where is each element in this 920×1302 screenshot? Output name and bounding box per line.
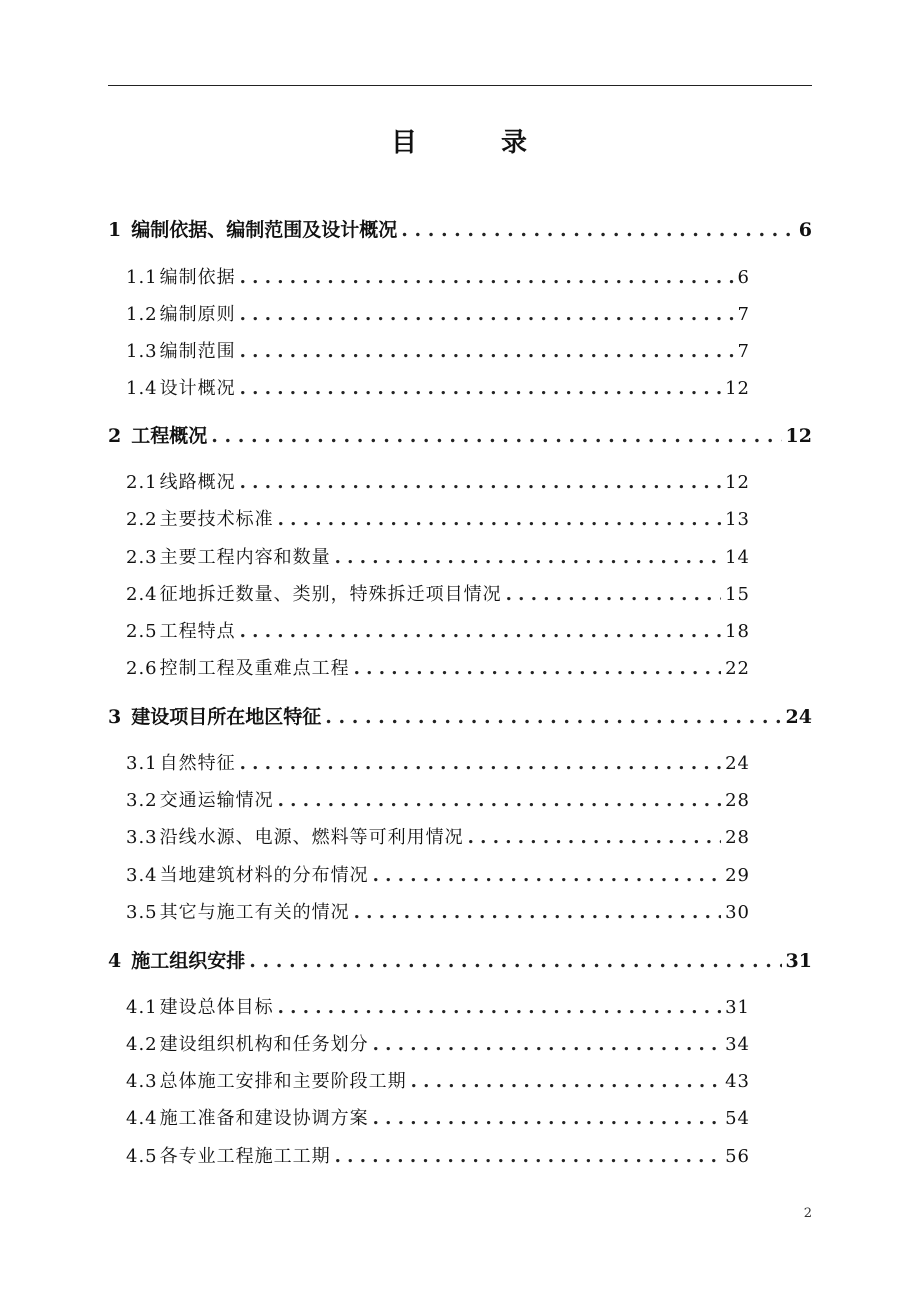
toc-dot-leader — [335, 1142, 721, 1172]
toc-dot-leader — [240, 337, 734, 367]
toc-dot-leader — [506, 580, 721, 610]
toc-entry-label: 施工准备和建设协调方案 — [159, 1108, 369, 1129]
toc-entry[interactable] — [126, 823, 750, 853]
toc-entry-page: 34 — [725, 1034, 750, 1055]
toc-dot-leader — [354, 898, 721, 928]
toc-entry-label: 征地拆迁数量、类别，特殊拆迁项目情况 — [159, 584, 502, 605]
toc-entry-number: 2.5 — [126, 621, 158, 642]
toc-entry-label: 建设组织机构和任务划分 — [159, 1034, 369, 1055]
toc-entry[interactable] — [126, 1067, 750, 1097]
toc-dot-leader — [211, 421, 781, 451]
toc-dot-leader — [240, 300, 734, 330]
toc-entry-page: 12 — [725, 378, 750, 399]
toc-dot-leader — [240, 468, 721, 498]
toc-entry[interactable] — [126, 300, 750, 330]
toc-entry-number: 1 — [108, 219, 122, 241]
toc-entry-page: 54 — [725, 1108, 750, 1129]
toc-entry-number: 2 — [108, 425, 122, 447]
toc-entry-label: 施工组织安排 — [131, 950, 246, 972]
toc-entry[interactable] — [126, 1104, 750, 1134]
toc-entry-label: 当地建筑材料的分布情况 — [159, 865, 369, 886]
toc-entry-page: 31 — [725, 997, 750, 1018]
toc-entry[interactable] — [126, 786, 750, 816]
toc-dot-leader — [278, 505, 721, 535]
toc-entry-label: 交通运输情况 — [159, 790, 274, 811]
toc-entry-label: 总体施工安排和主要阶段工期 — [159, 1071, 407, 1092]
toc-dot-leader — [240, 617, 721, 647]
toc-dot-leader — [240, 374, 721, 404]
toc-entry-page: 18 — [725, 621, 750, 642]
toc-dot-leader — [401, 215, 795, 245]
toc-entry-number: 2.1 — [126, 472, 158, 493]
toc-entry-page: 31 — [785, 950, 812, 972]
toc-entry-page: 43 — [725, 1071, 750, 1092]
toc-entry[interactable] — [126, 580, 750, 610]
toc-entry[interactable] — [126, 1142, 750, 1172]
toc-entry-number: 1.2 — [126, 304, 158, 325]
toc-entry-number: 4.1 — [126, 997, 158, 1018]
toc-entry-page: 7 — [737, 304, 750, 325]
toc-entry[interactable] — [126, 993, 750, 1023]
toc-entry-number: 2.6 — [126, 658, 158, 679]
toc-entry-number: 4 — [108, 950, 122, 972]
toc-dot-leader — [278, 786, 721, 816]
toc-entry-label: 各专业工程施工工期 — [159, 1146, 331, 1167]
toc-entry[interactable] — [126, 543, 750, 573]
toc-entry-page: 7 — [737, 341, 750, 362]
toc-entry-page: 15 — [725, 584, 750, 605]
toc-entry[interactable] — [126, 374, 750, 404]
toc-entry-page: 6 — [798, 219, 812, 241]
toc-entry-label: 编制范围 — [159, 341, 236, 362]
toc-entry-number: 2.2 — [126, 509, 158, 530]
toc-entry-page: 28 — [725, 790, 750, 811]
toc-entry-page: 12 — [785, 425, 812, 447]
toc-entry[interactable] — [126, 654, 750, 684]
toc-entry-number: 3.3 — [126, 827, 158, 848]
toc-entry-page: 29 — [725, 865, 750, 886]
toc-entry[interactable] — [126, 898, 750, 928]
toc-dot-leader — [240, 263, 734, 293]
toc-entry-number: 3.5 — [126, 902, 158, 923]
toc-entry[interactable] — [108, 946, 812, 976]
toc-entry[interactable] — [126, 468, 750, 498]
toc-dot-leader — [468, 823, 721, 853]
toc-entry[interactable] — [108, 421, 812, 451]
toc-entry[interactable] — [126, 617, 750, 647]
toc-entry[interactable] — [126, 1030, 750, 1060]
toc-entry-number: 2.4 — [126, 584, 158, 605]
toc-entry-number: 2.3 — [126, 547, 158, 568]
toc-entry-page: 12 — [725, 472, 750, 493]
toc-entry-label: 工程特点 — [159, 621, 236, 642]
page-number: 2 — [803, 1206, 812, 1221]
toc-entry-number: 4.5 — [126, 1146, 158, 1167]
toc-entry-number: 1.1 — [126, 267, 158, 288]
toc-dot-leader — [325, 702, 781, 732]
toc-entry-number: 3 — [108, 706, 122, 728]
toc-dot-leader — [354, 654, 721, 684]
toc-dot-leader — [373, 1030, 721, 1060]
toc-entry-label: 编制依据、编制范围及设计概况 — [131, 219, 398, 241]
toc-entry[interactable] — [126, 861, 750, 891]
toc-entry-page: 13 — [725, 509, 750, 530]
toc-entry[interactable] — [126, 263, 750, 293]
toc-entry-page: 14 — [725, 547, 750, 568]
toc-entry-label: 沿线水源、电源、燃料等可利用情况 — [159, 827, 464, 848]
toc-entry[interactable] — [108, 702, 812, 732]
toc-entry-page: 22 — [725, 658, 750, 679]
toc-entry[interactable] — [126, 749, 750, 779]
toc-entry-number: 4.4 — [126, 1108, 158, 1129]
title-char-1: 目 — [390, 128, 419, 158]
toc-dot-leader — [373, 1104, 721, 1134]
toc-entry-label: 建设项目所在地区特征 — [131, 706, 322, 728]
toc-entry-page: 24 — [785, 706, 812, 728]
toc-entry-label: 编制依据 — [159, 267, 236, 288]
toc-entry-label: 编制原则 — [159, 304, 236, 325]
toc-dot-leader — [411, 1067, 721, 1097]
toc-dot-leader — [249, 946, 781, 976]
toc-entry-label: 设计概况 — [159, 378, 236, 399]
toc-entry-label: 建设总体目标 — [159, 997, 274, 1018]
toc-entry-number: 1.3 — [126, 341, 158, 362]
toc-entry-label: 自然特征 — [159, 753, 236, 774]
title-char-2: 录 — [501, 128, 530, 158]
toc-entry-number: 4.2 — [126, 1034, 158, 1055]
toc-entry-label: 其它与施工有关的情况 — [159, 902, 350, 923]
toc-dot-leader — [278, 993, 721, 1023]
toc-entry-label: 主要技术标准 — [159, 509, 274, 530]
toc-entry-number: 3.4 — [126, 865, 158, 886]
toc-entry-label: 控制工程及重难点工程 — [159, 658, 350, 679]
toc-dot-leader — [240, 749, 721, 779]
toc-entry-label: 工程概况 — [131, 425, 208, 447]
toc-entry-number: 3.1 — [126, 753, 158, 774]
toc-entry-number: 1.4 — [126, 378, 158, 399]
toc-entry[interactable] — [108, 215, 812, 245]
toc-entry-label: 线路概况 — [159, 472, 236, 493]
toc-entry-page: 24 — [725, 753, 750, 774]
toc-entry-page: 30 — [725, 902, 750, 923]
toc-entry-page: 28 — [725, 827, 750, 848]
toc-entry[interactable] — [126, 337, 750, 367]
toc-entry-page: 56 — [725, 1146, 750, 1167]
toc-entry-label: 主要工程内容和数量 — [159, 547, 331, 568]
toc-dot-leader — [335, 543, 721, 573]
toc-entry-number: 4.3 — [126, 1071, 158, 1092]
toc-entry[interactable] — [126, 505, 750, 535]
toc-entry-number: 3.2 — [126, 790, 158, 811]
toc-entry-page: 6 — [737, 267, 750, 288]
toc-dot-leader — [373, 861, 721, 891]
